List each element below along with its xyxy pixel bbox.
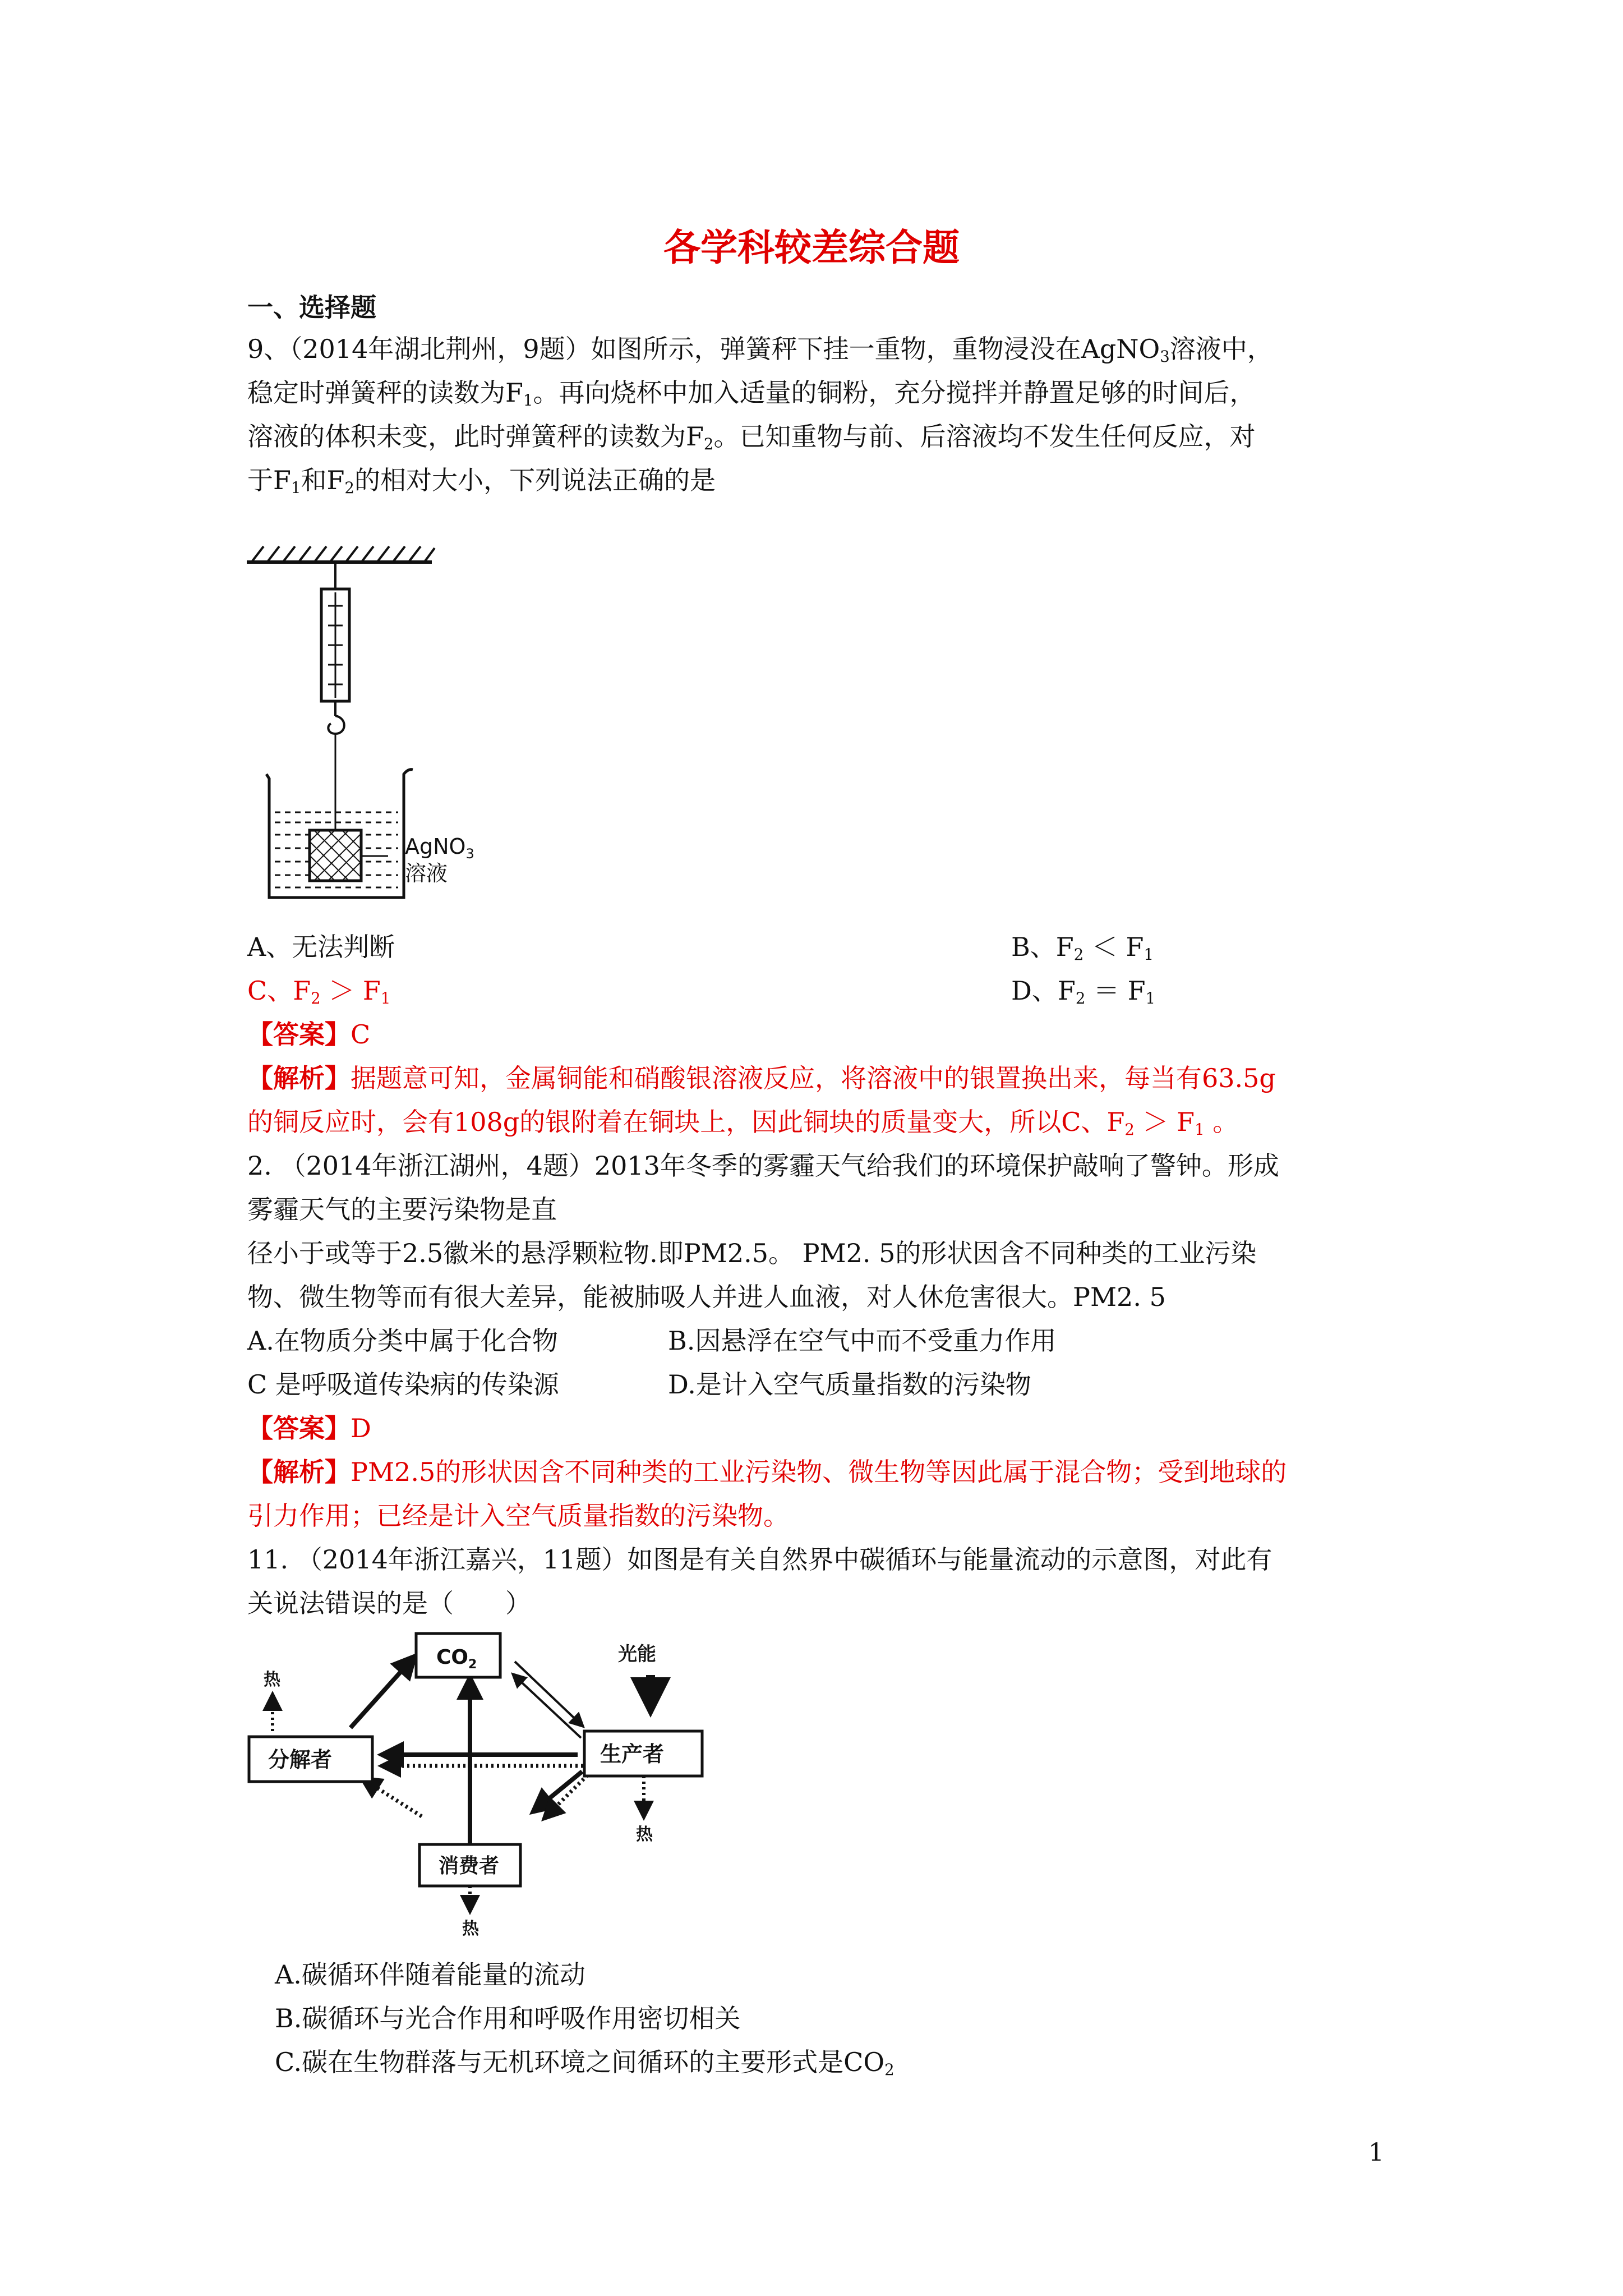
q2-analysis-line-1: 【解析】PM2.5的形状因含不同种类的工业污染物、微生物等因此属于混合物；受到地球的 — [247, 1457, 1287, 1487]
carbon-cycle-diagram — [247, 1627, 707, 1941]
q9-line-2: 稳定时弹簧秤的读数为$F_1$。再向烧杯中加入适量的铜粉，充分搅拌并静置足够的时间后， — [247, 378, 1256, 409]
solution-label-text: 溶液 — [405, 861, 448, 886]
solution-label-formula: AgNO$_3$ — [405, 834, 474, 862]
q2-line-1: 2. （2014年浙江湖州，4题）2013年冬季的雾霾天气给我们的环境保护敲响了警钟。形成 — [247, 1151, 1279, 1181]
q9-option-c: C、$F_2 > F_1$ — [247, 976, 391, 1007]
q2-options-row-2 — [247, 1368, 1031, 1401]
q11-option-b: B.碳循环与光合作用和呼吸作用密切相关 — [275, 2003, 741, 2033]
q2-analysis-line-2: 引力作用；已经是计入空气质量指数的污染物。 — [247, 1501, 789, 1531]
q9-answer: 【答案】C — [247, 1019, 371, 1050]
q11-line-2: 关说法错误的是（ ） — [247, 1588, 531, 1618]
q11-option-a: A.碳循环伴随着能量的流动 — [275, 1959, 585, 1990]
q2-options-row-1 — [247, 1324, 1057, 1358]
q9-options-row-2 — [247, 974, 1156, 1007]
q2-option-d: D.是计入空气质量指数的污染物 — [668, 1369, 1031, 1400]
q2-line-3: 径小于或等于2.5徽米的悬浮颗粒物.即PM2.5。 PM2. 5的形状因含不同种类的工业污染 — [247, 1238, 1257, 1268]
q2-option-b: B.因悬浮在空气中而不受重力作用 — [668, 1326, 1057, 1356]
producer-box-label: 生产者 — [600, 1742, 665, 1766]
q9-options-row-1 — [247, 930, 1154, 964]
q9-analysis-line-1: 【解析】据题意可知，金属铜能和硝酸银溶液反应，将溶液中的银置换出来，每当有63.5g — [247, 1063, 1276, 1093]
consumer-box-label: 消费者 — [439, 1855, 500, 1878]
q9-option-a: A、无法判断 — [247, 932, 395, 962]
q9-option-d: D、$F_2 = F_1$ — [1011, 976, 1156, 1007]
q2-option-a: A.在物质分类中属于化合物 — [247, 1326, 558, 1356]
page-number: 1 — [1368, 2138, 1384, 2167]
q9-line-3: 溶液的体积未变，此时弹簧秤的读数为$F_2$。已知重物与前、后溶液均不发生任何反应，对 — [247, 421, 1256, 453]
heat-label-producer: 热 — [636, 1825, 653, 1844]
decomposer-box-label: 分解者 — [268, 1747, 333, 1772]
page-title: 各学科较差综合题 — [663, 226, 960, 269]
q9-option-b: B、$F_2 < F_1$ — [1011, 932, 1154, 964]
light-energy-label: 光能 — [618, 1643, 656, 1665]
q11-option-c: C.碳在生物群落与无机环境之间循环的主要形式是$CO_2$ — [275, 2047, 895, 2079]
heat-label-consumer: 热 — [462, 1919, 479, 1939]
q9-line-1: 9、（2014年湖北荆州，9题）如图所示，弹簧秤下挂一重物，重物浸没在AgNO$_3$溶液中， — [247, 334, 1273, 366]
section-heading: 一、选择题 — [247, 292, 376, 323]
q9-line-4: 于$F_1$和$F_2$的相对大小，下列说法正确的是 — [247, 465, 716, 497]
q2-line-4: 物、微生物等而有很大差异，能被肺吸人并进人血液，对人休危害很大。PM2. 5 — [247, 1282, 1166, 1312]
q2-line-2: 雾霾天气的主要污染物是直 — [247, 1194, 557, 1225]
co2-box-label: $CO_2$ — [436, 1646, 477, 1672]
heat-label-decomposer: 热 — [264, 1670, 280, 1690]
q2-option-c: C 是呼吸道传染病的传染源 — [247, 1369, 559, 1400]
q9-analysis-line-2: 的铜反应时，会有108g的银附着在铜块上，因此铜块的质量变大，所以C、$F_2 > F_1$ 。 — [247, 1107, 1239, 1139]
q2-answer: 【答案】D — [247, 1413, 371, 1443]
spring-scale-figure — [241, 539, 505, 909]
q11-line-1: 11. （2014年浙江嘉兴，11题）如图是有关自然界中碳循环与能量流动的示意图，对此有 — [247, 1544, 1272, 1575]
